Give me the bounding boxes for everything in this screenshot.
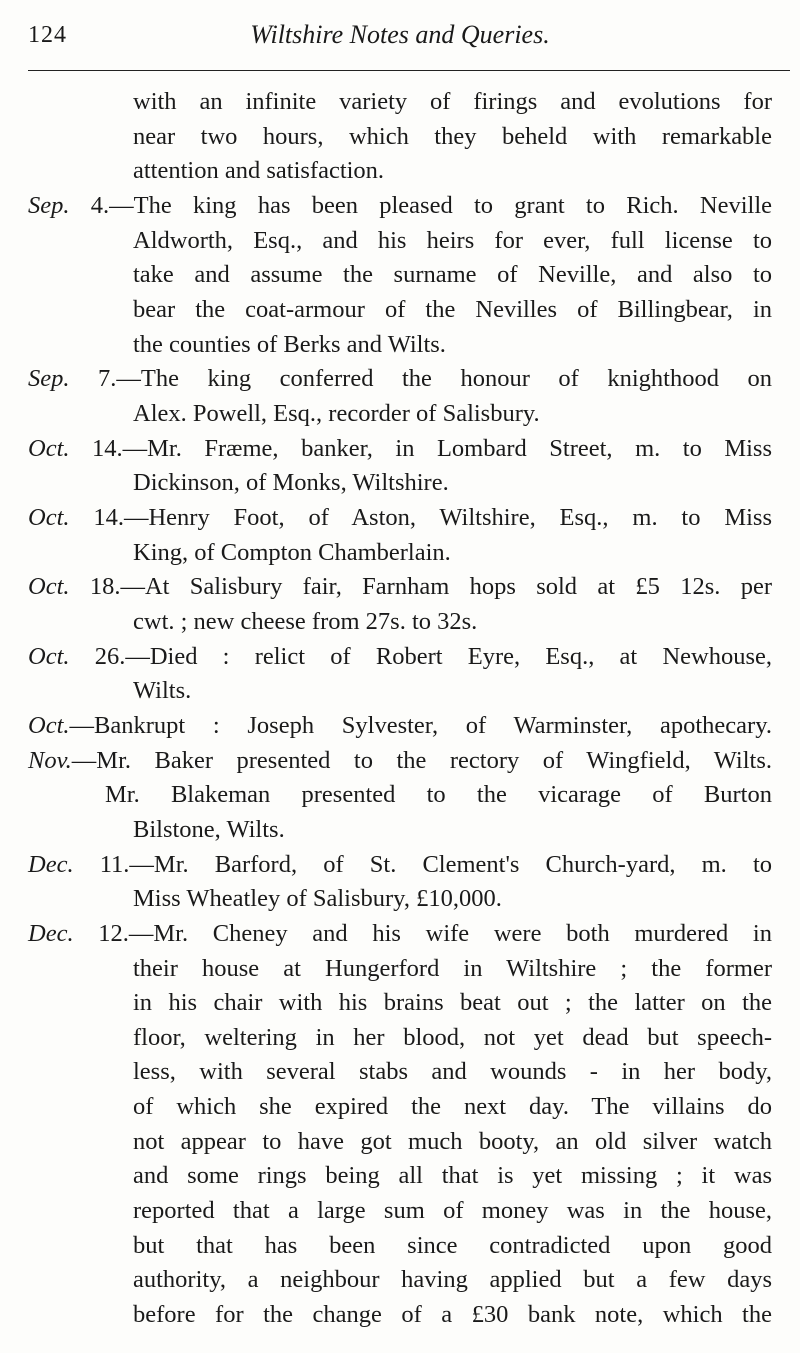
line-text: near two hours, which they beheld with remarkable — [133, 122, 772, 150]
entry-date: Oct. — [28, 573, 70, 601]
line-text: reported that a large sum of money was in the house, — [133, 1197, 772, 1225]
line-text: Bilstone, Wilts. — [133, 815, 285, 843]
line-text: 4.—The king has been pleased to grant to Rich. Neville — [69, 191, 772, 219]
entry-first-line — [28, 431, 772, 466]
text-line — [133, 951, 772, 986]
entry-date: Oct. — [28, 503, 70, 531]
entry-first-line — [28, 569, 772, 604]
line-text: authority, a neighbour having applied but a few days — [133, 1266, 772, 1294]
text-line — [133, 1089, 772, 1124]
text-line — [133, 223, 772, 258]
entry-date: Sep. — [28, 191, 70, 219]
line-text: Miss Wheatley of Salisbury, £10,000. — [133, 885, 502, 913]
page-number: 124 — [28, 22, 67, 48]
line-text: Alex. Powell, Esq., recorder of Salisbury. — [133, 399, 540, 427]
text-line — [133, 465, 772, 500]
entry-first-line — [28, 708, 772, 743]
text-line — [133, 1262, 772, 1297]
line-text: the counties of Berks and Wilts. — [133, 330, 446, 358]
entry-date: Dec. — [28, 919, 74, 947]
text-line — [105, 777, 772, 812]
line-text: before for the change of a £30 bank note, which the — [133, 1301, 772, 1329]
entry-date: Sep. — [28, 365, 70, 393]
line-text: and some rings being all that is yet missing ; it was — [133, 1162, 772, 1190]
line-text: with an infinite variety of firings and evolutions for — [133, 88, 772, 115]
line-text: 14.—Henry Foot, of Aston, Wiltshire, Esq., m. to Miss — [69, 503, 772, 531]
text-line — [133, 1193, 772, 1228]
text-line — [133, 1054, 772, 1089]
text-line — [133, 535, 772, 570]
text-line — [133, 985, 772, 1020]
entry-first-line — [28, 916, 772, 951]
text-line — [133, 327, 772, 362]
line-text: Aldworth, Esq., and his heirs for ever, full license to — [133, 226, 772, 254]
line-text: 12.—Mr. Cheney and his wife were both murdered in — [73, 919, 772, 947]
line-text: but that has been since contradicted upon good — [133, 1231, 772, 1259]
line-text: not appear to have got much booty, an old silver watch — [133, 1127, 772, 1155]
text-line — [133, 153, 772, 188]
text-line — [133, 84, 772, 119]
entry-date: Oct. — [28, 711, 70, 739]
line-text: —Bankrupt : Joseph Sylvester, of Warminster, apothecary. — [69, 711, 772, 739]
text-line — [133, 604, 772, 639]
line-text: their house at Hungerford in Wiltshire ; the former — [133, 954, 772, 982]
running-title: Wiltshire Notes and Queries. — [250, 20, 550, 49]
text-line — [133, 1124, 772, 1159]
text-line — [133, 292, 772, 327]
entry-date: Oct. — [28, 642, 70, 670]
text-line — [133, 1297, 772, 1332]
text-line — [133, 1020, 772, 1055]
line-text: Dickinson, of Monks, Wiltshire. — [133, 469, 449, 497]
line-text: —Mr. Baker presented to the rectory of Wingfield, Wilts. — [71, 746, 772, 774]
line-text: of which she expired the next day. The villains do — [133, 1093, 772, 1121]
line-text: 14.—Mr. Fræme, banker, in Lombard Street, m. to Miss — [69, 434, 772, 462]
entry-first-line — [28, 361, 772, 396]
line-text: attention and satisfaction. — [133, 157, 385, 185]
line-text: 11.—Mr. Barford, of St. Clement's Church-yard, m. to — [73, 850, 772, 878]
text-line — [133, 257, 772, 292]
text-line — [133, 673, 772, 708]
line-text: take and assume the surname of Neville, and also to — [133, 261, 772, 289]
entry-date: Oct. — [28, 434, 70, 462]
text-line — [133, 1158, 772, 1193]
line-text: 7.—The king conferred the honour of knighthood on — [69, 365, 772, 393]
text-line — [133, 119, 772, 154]
entry-first-line — [28, 743, 772, 778]
text-line — [133, 881, 772, 916]
entry-first-line — [28, 639, 772, 674]
line-text: in his chair with his brains beat out ; the latter on the — [133, 989, 772, 1017]
line-text: Mr. Blakeman presented to the vicarage of Burton — [105, 781, 772, 809]
entry-first-line — [28, 188, 772, 223]
line-text: Wilts. — [133, 677, 192, 705]
text-line — [133, 396, 772, 431]
line-text: King, of Compton Chamberlain. — [133, 538, 451, 566]
entry-first-line — [28, 847, 772, 882]
entry-first-line — [28, 500, 772, 535]
text-line — [133, 812, 772, 847]
line-text: bear the coat-armour of the Nevilles of Billingbear, in — [133, 295, 772, 323]
entry-date: Dec. — [28, 850, 74, 878]
line-text: floor, weltering in her blood, not yet dead but speech- — [133, 1023, 772, 1051]
line-text: 18.—At Salisbury fair, Farnham hops sold at £5 12s. per — [69, 573, 772, 601]
entry-date: Nov. — [28, 746, 72, 774]
line-text: 26.—Died : relict of Robert Eyre, Esq., at Newhouse, — [69, 642, 772, 670]
line-text: less, with several stabs and wounds - in her body, — [133, 1058, 772, 1086]
line-text: cwt. ; new cheese from 27s. to 32s. — [133, 607, 478, 635]
header-rule — [28, 70, 790, 71]
text-line — [133, 1228, 772, 1263]
